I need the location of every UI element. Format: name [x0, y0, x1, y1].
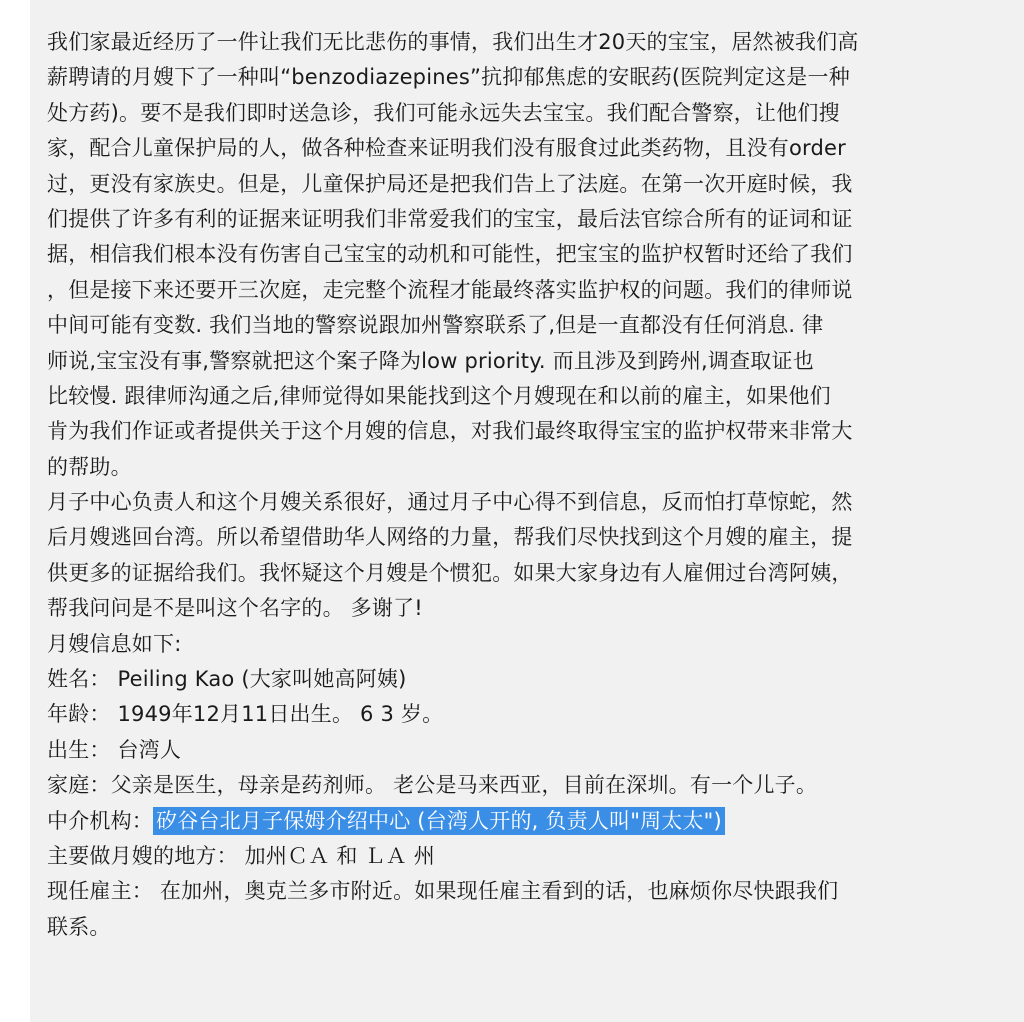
text-line: 供更多的证据给我们。我怀疑这个月嫂是个惯犯。如果大家身边有人雇佣过台湾阿姨， [47, 560, 853, 585]
info-name: 姓名： Peiling Kao (大家叫她高阿姨) [47, 667, 407, 692]
info-agency-label: 中介机构： [47, 808, 153, 833]
text-line: 薪聘请的月嫂下了一种叫“benzodiazepines”抗抑郁焦虑的安眠药(医院判定这是一种 [47, 65, 850, 90]
text-line: 我们家最近经历了一件让我们无比悲伤的事情，我们出生才20天的宝宝，居然被我们高 [47, 30, 859, 54]
info-origin: 出生： 台湾人 [47, 737, 182, 762]
text-line: 比较慢. 跟律师沟通之后,律师觉得如果能找到这个月嫂现在和以前的雇主，如果他们 [47, 383, 831, 408]
post-text [47, 25, 1007, 945]
info-agency [47, 804, 1007, 839]
text-line: 们提供了许多有利的证据来证明我们非常爱我们的宝宝，最后法官综合所有的证词和证 [47, 206, 853, 231]
info-current-employer-cont: 联系。 [47, 914, 111, 939]
text-line: 中间可能有变数. 我们当地的警察说跟加州警察联系了,但是一直都没有任何消息. 律 [47, 313, 824, 338]
selected-text-highlight[interactable]: 矽谷台北月子保姆介绍中心 (台湾人开的, 负责人叫"周太太") [153, 807, 725, 835]
text-line: 处方药)。要不是我们即时送急诊，我们可能永远失去宝宝。我们配合警察，让他们搜 [47, 100, 840, 125]
text-line: ，但是接下来还要开三次庭，走完整个流程才能最终落实监护权的问题。我们的律师说 [47, 277, 853, 302]
text-line: 后月嫂逃回台湾。所以希望借助华人网络的力量，帮我们尽快找到这个月嫂的雇主，提 [47, 525, 853, 550]
text-line: 家，配合儿童保护局的人，做各种检查来证明我们没有服食过此类药物，且没有order [47, 136, 846, 161]
text-line: 据，相信我们根本没有伤害自己宝宝的动机和可能性，把宝宝的监护权暂时还给了我们 [47, 242, 853, 267]
text-line: 的帮助。 [47, 454, 132, 479]
text-line: 师说,宝宝没有事,警察就把这个案子降为low priority. 而且涉及到跨州,调查取证也 [47, 348, 814, 373]
info-family: 家庭：父亲是医生，母亲是药剂师。 老公是马来西亚，目前在深圳。有一个儿子。 [47, 773, 818, 798]
info-work-area: 主要做月嫂的地方： 加州ＣＡ 和 ＬＡ 州 [47, 843, 435, 868]
text-line: 月子中心负责人和这个月嫂关系很好，通过月子中心得不到信息，反而怕打草惊蛇，然 [47, 490, 853, 515]
text-line: 过，更没有家族史。但是，儿童保护局还是把我们告上了法庭。在第一次开庭时候，我 [47, 171, 853, 196]
text-line: 肯为我们作证或者提供关于这个月嫂的信息，对我们最终取得宝宝的监护权带来非常大 [47, 419, 853, 444]
post-content [30, 0, 1024, 1022]
info-age: 年龄： 1949年12月11日出生。 6 3 岁。 [47, 702, 444, 727]
info-heading: 月嫂信息如下: [47, 631, 182, 656]
text-line: 帮我问问是不是叫这个名字的。 多谢了! [47, 596, 423, 621]
info-current-employer: 现任雇主： 在加州，奥克兰多市附近。如果现任雇主看到的话，也麻烦你尽快跟我们 [47, 879, 839, 904]
left-margin [0, 0, 30, 1022]
